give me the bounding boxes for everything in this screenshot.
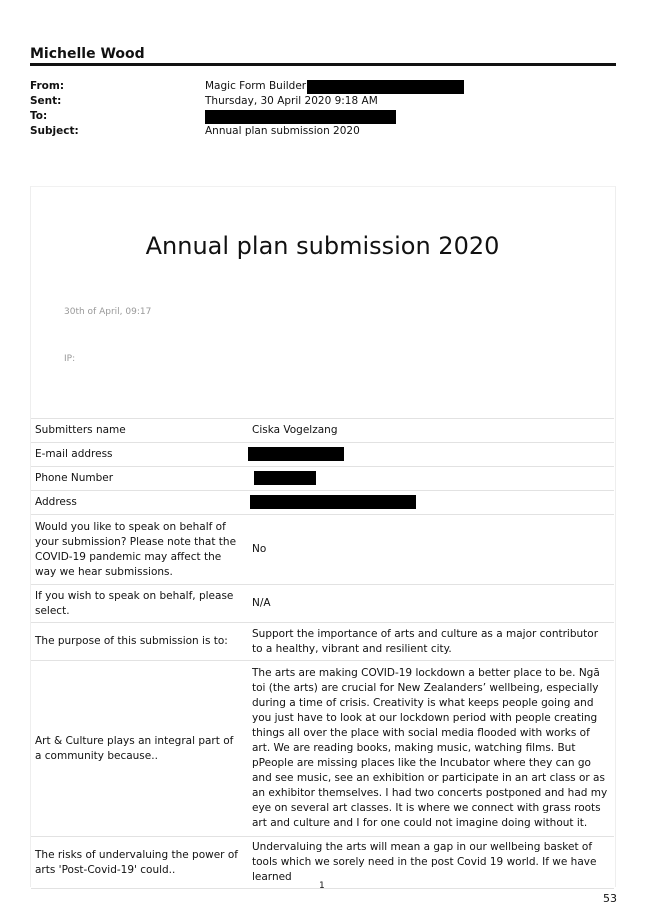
field-value: Ciska Vogelzang <box>242 419 614 443</box>
redaction-to <box>205 110 396 124</box>
redaction-from <box>307 80 464 94</box>
form-title: Annual plan submission 2020 <box>145 232 500 260</box>
subject-label: Subject: <box>30 125 79 137</box>
subject-value: Annual plan submission 2020 <box>205 125 360 137</box>
table-row <box>31 419 614 443</box>
redaction-email <box>248 447 344 461</box>
table-row <box>31 491 614 515</box>
field-value: The arts are making COVID-19 lockdown a better place to be. Ngā toi (the arts) are crucial for New Zealanders’ wellbeing, especially during a time of crisis. Creativity is what keeps people going and you just have to look at our lockdown period with people creating things all over the place with social media flooded with works of art. We are reading books, making music, watching films. But pPeople are missing places like the Incubator where they can go and see music, see an exhibition or participate in an art class or as an exhibitor themselves. I had two concerts postponed and had my eye on several art classes. It is where we connect with grass roots art and culture and I for one could not imagine doing without it. <box>242 661 614 837</box>
table-row <box>31 661 614 837</box>
sender-name: Michelle Wood <box>30 46 145 62</box>
field-label: The risks of undervaluing the power of arts 'Post-Covid-19' could.. <box>31 837 242 889</box>
table-row <box>31 467 614 491</box>
table-row <box>31 515 614 585</box>
submission-date: 30th of April, 09:17 <box>64 307 152 317</box>
sent-label: Sent: <box>30 95 62 107</box>
fields-table <box>31 418 614 889</box>
field-label: Phone Number <box>31 467 242 491</box>
redaction-address <box>250 495 416 509</box>
table-row <box>31 443 614 467</box>
field-label: Address <box>31 491 242 515</box>
field-label: Art & Culture plays an integral part of a community because.. <box>31 661 242 837</box>
page-number: 1 <box>319 881 325 891</box>
field-label: The purpose of this submission is to: <box>31 623 242 661</box>
table-row <box>31 623 614 661</box>
field-label: If you wish to speak on behalf, please select. <box>31 585 242 623</box>
field-label: Would you like to speak on behalf of your submission? Please note that the COVID-19 pandemic may affect the way we hear submissions. <box>31 515 242 585</box>
ip-label: IP: <box>64 354 76 364</box>
from-label: From: <box>30 80 65 92</box>
sent-value: Thursday, 30 April 2020 9:18 AM <box>205 95 378 107</box>
field-label: Submitters name <box>31 419 242 443</box>
redaction-phone <box>254 471 316 485</box>
document-page-number: 53 <box>603 892 617 905</box>
from-value: Magic Form Builder <box>205 80 307 92</box>
field-value: N/A <box>242 585 614 623</box>
field-value: Support the importance of arts and culture as a major contributor to a healthy, vibrant and resilient city. <box>242 623 614 661</box>
header-rule <box>30 63 616 66</box>
table-row <box>31 585 614 623</box>
field-value: Undervaluing the arts will mean a gap in our wellbeing basket of tools which we sorely need in the post Covid 19 world. If we have learned <box>242 837 614 889</box>
field-label: E-mail address <box>31 443 242 467</box>
field-value: No <box>242 515 614 585</box>
to-label: To: <box>30 110 48 122</box>
